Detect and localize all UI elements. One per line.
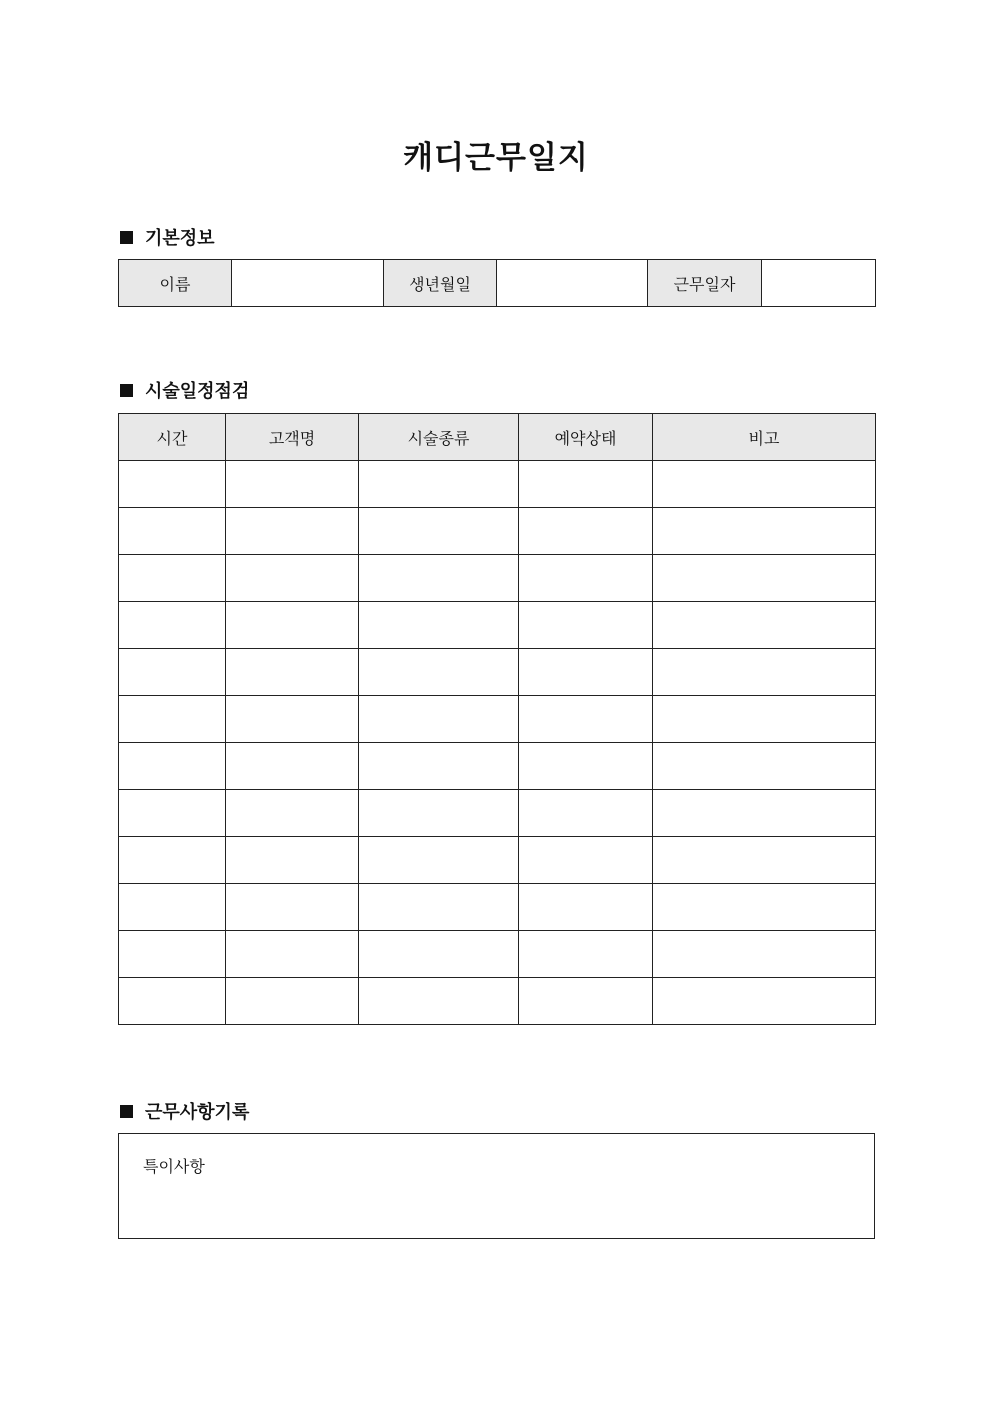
- table-cell[interactable]: [226, 931, 359, 978]
- table-cell[interactable]: [653, 743, 876, 790]
- column-header-time: 시간: [119, 414, 226, 461]
- table-cell[interactable]: [226, 884, 359, 931]
- table-cell[interactable]: [359, 931, 519, 978]
- table-cell[interactable]: [653, 884, 876, 931]
- table-cell[interactable]: [226, 461, 359, 508]
- square-bullet-icon: [120, 1105, 133, 1118]
- table-cell[interactable]: [653, 696, 876, 743]
- table-cell[interactable]: [359, 884, 519, 931]
- table-row: [119, 555, 876, 602]
- column-header-customer: 고객명: [226, 414, 359, 461]
- table-cell[interactable]: [519, 978, 653, 1025]
- table-cell[interactable]: [653, 508, 876, 555]
- section-heading-basic: [118, 224, 215, 250]
- table-cell[interactable]: [226, 743, 359, 790]
- birthdate-label: 생년월일: [384, 260, 497, 307]
- table-row: [119, 649, 876, 696]
- document-title: 캐디근무일지: [403, 140, 589, 176]
- table-cell[interactable]: [519, 884, 653, 931]
- table-cell[interactable]: [119, 555, 226, 602]
- table-row: [119, 602, 876, 649]
- table-cell[interactable]: [119, 743, 226, 790]
- table-cell[interactable]: [519, 696, 653, 743]
- table-cell[interactable]: [359, 837, 519, 884]
- table-cell[interactable]: [359, 790, 519, 837]
- table-row: [119, 884, 876, 931]
- square-bullet-icon: [120, 384, 133, 397]
- table-cell[interactable]: [226, 696, 359, 743]
- table-cell[interactable]: [359, 508, 519, 555]
- table-cell[interactable]: [359, 555, 519, 602]
- section-heading-basic-label: 기본정보: [145, 228, 215, 249]
- table-cell[interactable]: [359, 696, 519, 743]
- basic-info-row: [119, 260, 876, 307]
- table-cell[interactable]: [653, 978, 876, 1025]
- schedule-header-row: [119, 414, 876, 461]
- square-bullet-icon: [120, 231, 133, 244]
- table-cell[interactable]: [519, 931, 653, 978]
- table-cell[interactable]: [226, 649, 359, 696]
- table-row: [119, 931, 876, 978]
- table-cell[interactable]: [653, 461, 876, 508]
- table-cell[interactable]: [519, 790, 653, 837]
- section-heading-schedule-label: 시술일정점검: [145, 381, 250, 402]
- table-cell[interactable]: [119, 790, 226, 837]
- table-cell[interactable]: [226, 508, 359, 555]
- column-header-treatment: 시술종류: [359, 414, 519, 461]
- table-cell[interactable]: [226, 555, 359, 602]
- table-cell[interactable]: [119, 649, 226, 696]
- table-cell[interactable]: [119, 696, 226, 743]
- column-header-status: 예약상태: [519, 414, 653, 461]
- table-cell[interactable]: [359, 649, 519, 696]
- table-cell[interactable]: [119, 931, 226, 978]
- table-cell[interactable]: [653, 555, 876, 602]
- table-cell[interactable]: [653, 837, 876, 884]
- table-row: [119, 978, 876, 1025]
- table-cell[interactable]: [653, 790, 876, 837]
- table-cell[interactable]: [119, 461, 226, 508]
- table-cell[interactable]: [653, 649, 876, 696]
- table-cell[interactable]: [519, 837, 653, 884]
- section-heading-record: [118, 1098, 249, 1124]
- special-notes-box[interactable]: [118, 1133, 875, 1239]
- table-cell[interactable]: [519, 555, 653, 602]
- name-label: 이름: [119, 260, 232, 307]
- table-cell[interactable]: [119, 602, 226, 649]
- table-row: [119, 743, 876, 790]
- table-row: [119, 508, 876, 555]
- table-cell[interactable]: [519, 508, 653, 555]
- special-notes-label: 특이사항: [143, 1157, 205, 1176]
- column-header-remarks: 비고: [653, 414, 876, 461]
- table-cell[interactable]: [359, 743, 519, 790]
- section-heading-schedule: [118, 377, 249, 403]
- table-cell[interactable]: [359, 602, 519, 649]
- table-cell[interactable]: [119, 508, 226, 555]
- schedule-table: [118, 413, 876, 1025]
- table-cell[interactable]: [226, 602, 359, 649]
- work-date-field[interactable]: [762, 260, 876, 307]
- table-cell[interactable]: [359, 461, 519, 508]
- table-cell[interactable]: [519, 743, 653, 790]
- table-row: [119, 461, 876, 508]
- table-cell[interactable]: [226, 837, 359, 884]
- table-cell[interactable]: [519, 649, 653, 696]
- work-date-label: 근무일자: [648, 260, 762, 307]
- basic-info-table: [118, 259, 876, 307]
- table-cell[interactable]: [653, 931, 876, 978]
- table-cell[interactable]: [519, 461, 653, 508]
- table-cell[interactable]: [359, 978, 519, 1025]
- table-row: [119, 696, 876, 743]
- table-cell[interactable]: [119, 978, 226, 1025]
- section-heading-record-label: 근무사항기록: [145, 1102, 250, 1123]
- birthdate-field[interactable]: [497, 260, 648, 307]
- table-cell[interactable]: [653, 602, 876, 649]
- table-cell[interactable]: [119, 837, 226, 884]
- table-row: [119, 837, 876, 884]
- table-cell[interactable]: [226, 978, 359, 1025]
- table-cell[interactable]: [519, 602, 653, 649]
- name-field[interactable]: [232, 260, 384, 307]
- table-cell[interactable]: [226, 790, 359, 837]
- table-cell[interactable]: [119, 884, 226, 931]
- table-row: [119, 790, 876, 837]
